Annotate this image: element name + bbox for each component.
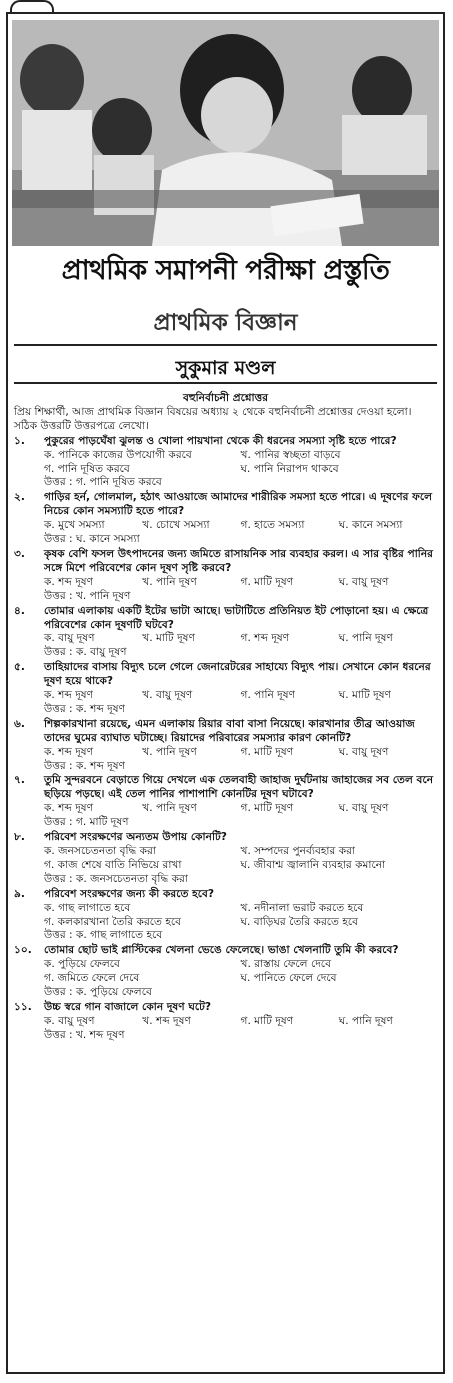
question-text-row [14, 435, 437, 449]
question-text-row [14, 774, 437, 802]
photo-illustration [12, 20, 439, 246]
answer-option: খ. নদীনালা ভরাট করতে হবে [240, 901, 364, 914]
option-list [14, 802, 437, 816]
author-name: সুকুমার মণ্ডল [175, 357, 276, 379]
question-item [14, 831, 437, 887]
answer-option: ক. শব্দ দূষণ [44, 745, 94, 758]
correct-answer: উত্তর : খ. পানি দূষণ [44, 589, 131, 602]
answer-option: ঘ. পানি নিরাপদ থাকবে [240, 462, 339, 475]
question-number: ৯. [14, 887, 25, 900]
question-item [14, 491, 437, 547]
option-list [14, 1015, 437, 1029]
answer-option: খ. পানি দূষণ [142, 802, 197, 815]
question-text-row [14, 944, 437, 958]
answer-option: গ. হাতে সমস্যা [240, 519, 305, 532]
question-text: তুমি সুন্দরবনে বেড়াতে গিয়ে দেখলে এক তেলবাহী জাহাজ দুর্ঘটনায় জাহাজের সব তেল বনে ছড়িয়ে পড়ছে। এই তেল পানির পাশাপাশি কোনটির দূষণ ঘটাবে? [44, 774, 434, 801]
answer-option: গ. কলকারখানা তৈরি করতে হবে [44, 915, 182, 928]
option-list [14, 958, 437, 986]
option-list [14, 902, 437, 930]
question-text-row [14, 1001, 437, 1015]
question-text: তাহিয়াদের বাসায় বিদ্যুৎ চলে গেলে জেনারেটরের সাহায্যে বিদ্যুৎ পায়। সেখানে কোন ধরনের দূষণ হয়ে থাকে? [44, 661, 431, 688]
answer-option: ঘ. বায়ু দূষণ [338, 575, 389, 588]
answer-option: গ. পানি দূষণ [240, 689, 295, 702]
answer-option: ঘ. বাড়িঘর তৈরি করতে হবে [240, 915, 359, 928]
question-number: ৬. [14, 717, 25, 730]
answer-option: ঘ. পানিতে ফেলে দেবে [240, 972, 337, 985]
answer-option: ঘ. মাটি দূষণ [338, 689, 391, 702]
question-number: ৩. [14, 547, 25, 560]
answer-option: ক. পানিকে কাজের উপযোগী করবে [44, 448, 192, 461]
answer-option: খ. পানির স্বচ্ছতা বাড়বে [240, 448, 341, 461]
question-item [14, 548, 437, 604]
answer-option: ক. শব্দ দূষণ [44, 689, 94, 702]
answer-option: ঘ. জীবাশ্ম জ্বালানি ব্যবহার কমানো [240, 858, 386, 871]
question-list [14, 435, 437, 1043]
question-item [14, 944, 437, 1000]
section-heading: বহুনির্বাচনী প্রশ্নোত্তর [182, 392, 269, 404]
answer-option: খ. পানি দূষণ [142, 575, 197, 588]
question-text-row [14, 491, 437, 519]
question-text: তোমার ছোট ভাই প্লাস্টিকের খেলনা ভেঙে ফেলেছে। ভাঙা খেলনাটি তুমি কী করবে? [44, 944, 399, 957]
answer-option: ক. শব্দ দূষণ [44, 575, 94, 588]
option-list [14, 519, 437, 533]
question-item [14, 774, 437, 830]
question-text: পরিবেশ সংরক্ষণের অন্যতম উপায় কোনটি? [44, 831, 227, 844]
question-item [14, 661, 437, 717]
question-text: গাড়ির হর্ন, গোলমাল, হঠাৎ আওয়াজে আমাদের শারীরিক সমস্যা হতে পারে। এ দূষণের ফলে নিচের কোন সমস্যাটি হতে পারে? [44, 491, 433, 518]
question-item [14, 718, 437, 774]
question-number: ১১. [14, 1000, 32, 1013]
question-text: তোমার এলাকায় একটি ইটের ভাটা আছে। ভাটাটিতে প্রতিনিয়ত ইট পোড়ানো হয়। এ ক্ষেত্রে পরিবেশের কোন দূষণটি ঘটবে? [44, 604, 429, 631]
option-list [14, 689, 437, 703]
answer-option: ঘ. পানি দূষণ [338, 1014, 393, 1027]
question-text: উচ্চ স্বরে গান বাজালে কোন দূষণ ঘটে? [44, 1000, 212, 1013]
answer-option: খ. রাস্তায় ফেলে দেবে [240, 958, 331, 971]
question-item [14, 1001, 437, 1043]
question-number: ৪. [14, 604, 25, 617]
answer-option: ক. বায়ু দূষণ [44, 632, 95, 645]
answer-option: খ. চোখে সমস্যা [142, 519, 210, 532]
instruction-text: সঠিক উত্তরটি উত্তরপত্রে লেখো। [14, 419, 149, 432]
question-item [14, 435, 437, 491]
answer-option: ঘ. পানি দূষণ [338, 632, 393, 645]
answer-option: খ. বায়ু দূষণ [142, 689, 193, 702]
question-number: ২. [14, 491, 25, 504]
option-list [14, 746, 437, 760]
option-list [14, 845, 437, 873]
answer-option: গ. মাটি দূষণ [240, 745, 294, 758]
question-text-row [14, 888, 437, 902]
answer-option: ক. জনসচেতনতা বৃদ্ধি করা [44, 845, 156, 857]
question-text-row [14, 718, 437, 746]
question-number: ১. [14, 434, 25, 447]
question-text: শিল্পকারখানা রয়েছে, এমন এলাকায় রিয়ার বাবা বাসা নিয়েছে। কারখানার তীব্র আওয়াজ তাদের ঘুমের ব্যাঘাত ঘটাচ্ছে। রিয়াদের পরিবারের সমস্যার কারণ কোনটি? [44, 717, 415, 744]
correct-answer: উত্তর : ক. শব্দ দূষণ [44, 702, 125, 715]
question-text: পুকুরের পাড়ঘেঁষা ঝুলন্ত ও খোলা পায়খানা থেকে কী ধরনের সমস্যা সৃষ্টি হতে পারে? [44, 434, 397, 447]
question-number: ১০. [14, 944, 32, 957]
question-text-row [14, 661, 437, 689]
question-text-row [14, 605, 437, 633]
answer-option: গ. শব্দ দূষণ [240, 632, 290, 645]
answer-option: ঘ. বায়ু দূষণ [338, 745, 389, 758]
answer-option: ক. মুখে সমস্যা [44, 519, 105, 532]
article-frame [6, 12, 445, 1374]
answer-option: ক. গাছ লাগাতে হবে [44, 901, 131, 914]
answer-option: গ. কাজ শেষে বাতি নিভিয়ে রাখা [44, 858, 182, 871]
question-text: কৃষক বেশি ফসল উৎপাদনের জন্য জমিতে রাসায়নিক সার ব্যবহার করল। এ সার বৃষ্টির পানির সঙ্গে মিশে পরিবেশের কোন দূষণ সৃষ্টি করবে? [44, 547, 433, 574]
answer-option: ঘ. কানে সমস্যা [338, 519, 403, 532]
answer-option: খ. পানি দূষণ [142, 745, 197, 758]
correct-answer: উত্তর : ক. পুড়িয়ে ফেলবে [44, 986, 152, 999]
answer-option: গ. মাটি দূষণ [240, 802, 294, 815]
divider-top [14, 344, 437, 346]
answer-option: গ. জমিতে ফেলে দেবে [44, 972, 140, 985]
intro-text: প্রিয় শিক্ষার্থী, আজ প্রাথমিক বিজ্ঞান বিষয়ের অধ্যায় ২ থেকে বহুনির্বাচনী প্রশ্নোত্তর দেওয়া হলো। [14, 405, 412, 418]
answer-option: ক. পুড়িয়ে ফেলবে [44, 958, 120, 971]
answer-option: খ. শব্দ দূষণ [142, 1014, 191, 1027]
option-list [14, 449, 437, 477]
correct-answer: উত্তর : ক. জনসচেতনতা বৃদ্ধি করা [44, 872, 188, 885]
correct-answer: উত্তর : খ. শব্দ দূষণ [44, 1028, 125, 1041]
answer-option: গ. মাটি দূষণ [240, 1014, 294, 1027]
option-list [14, 632, 437, 646]
answer-option: গ. মাটি দূষণ [240, 575, 294, 588]
question-number: ৫. [14, 661, 25, 674]
correct-answer: উত্তর : ঘ. কানে সমস্যা [44, 533, 140, 546]
divider-bottom [14, 382, 437, 384]
question-item [14, 605, 437, 661]
correct-answer: উত্তর : গ. পানি দূষিত করবে [44, 476, 162, 489]
answer-option: খ. মাটি দূষণ [142, 632, 195, 645]
page-title: প্রাথমিক সমাপনী পরীক্ষা প্রস্তুতি [61, 255, 390, 286]
question-text-row [14, 831, 437, 845]
question-text: পরিবেশ সংরক্ষণের জন্য কী করতে হবে? [44, 887, 214, 900]
correct-answer: উত্তর : ক. শব্দ দূষণ [44, 759, 125, 772]
answer-option: গ. পানি দূষিত করবে [44, 462, 130, 475]
answer-option: খ. সম্পদের পুনর্ব্যবহার করা [240, 845, 356, 857]
question-text-row [14, 548, 437, 576]
correct-answer: উত্তর : গ. মাটি দূষণ [44, 816, 129, 829]
correct-answer: উত্তর : ক. গাছ লাগাতে হবে [44, 929, 163, 942]
question-number: ৮. [14, 831, 25, 844]
answer-option: ঘ. বায়ু দূষণ [338, 802, 389, 815]
answer-option: ক. শব্দ দূষণ [44, 802, 94, 815]
question-item [14, 888, 437, 944]
correct-answer: উত্তর : ক. বায়ু দূষণ [44, 646, 127, 659]
students-exam-photo [12, 20, 439, 246]
answer-option: ক. বায়ু দূষণ [44, 1014, 95, 1027]
subject-title: প্রাথমিক বিজ্ঞান [153, 310, 298, 336]
option-list [14, 576, 437, 590]
question-number: ৭. [14, 774, 25, 787]
article-body [14, 392, 437, 1043]
